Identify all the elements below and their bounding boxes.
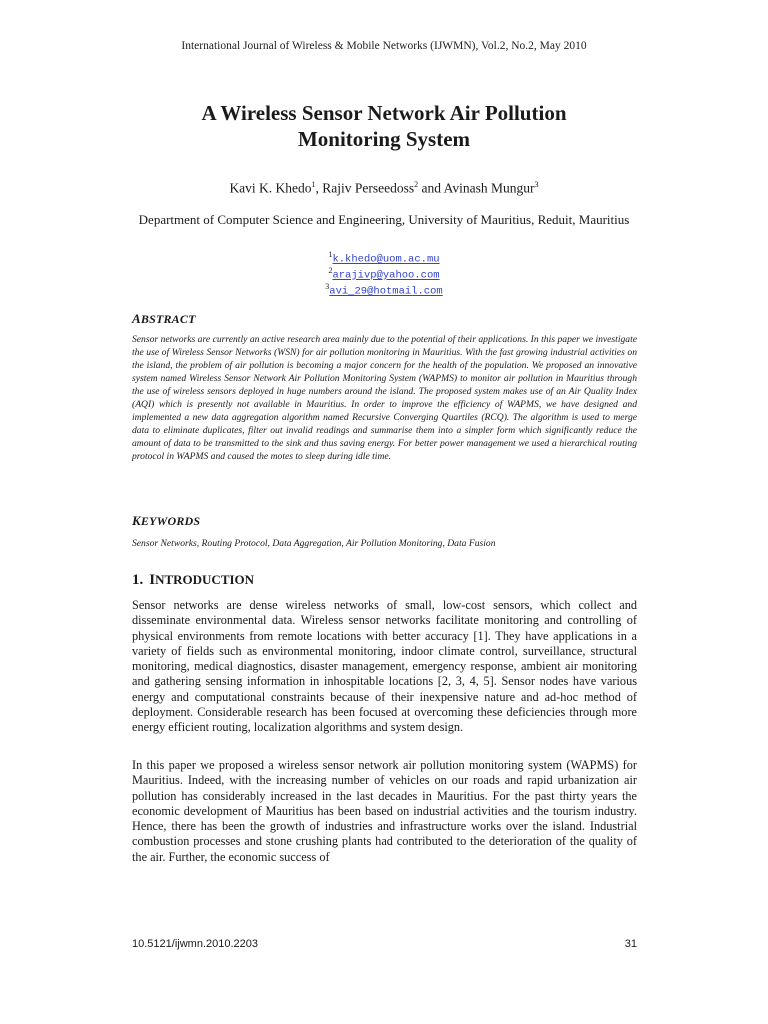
email-sup: 2 bbox=[328, 266, 333, 275]
title-line-1: A Wireless Sensor Network Air Pollution bbox=[201, 101, 567, 125]
abstract-text: Sensor networks are currently an active research area mainly due to the potential of their applications. In this paper we investigate the use of Wireless Sensor Networks (WSN) for air pollution monitoring in Mauritius. With the fast growing industrial activities on the island, the problem of air pollution is becoming a major concern for the health of the population. We proposed an innovative system named Wireless Sensor Network Air Pollution Monitoring System (WAPMS) to monitor air pollution in Mauritius through the use of wireless sensors deployed in huge numbers around the island. The proposed system makes use of an Air Quality Index (AQI) which is presently not available in Mauritius. In order to improve the efficiency of WAPMS, we have designed and implemented a new data aggregation algorithm named Recursive Converging Quartiles (RCQ). The algorithm is used to merge data to eliminate duplicates, filter out invalid readings and summarise them into a simpler form which significantly reduce the amount of data to be transmitted to the sink and thus saving energy. For better power management we used a hierarchical routing protocol in WAPMS and caused the motes to sleep during idle time. bbox=[132, 334, 637, 463]
author-3: Avinash Mungur bbox=[443, 180, 535, 196]
affiliation: Department of Computer Science and Engineering, University of Mauritius, Reduit, Mauritius bbox=[138, 212, 630, 227]
intro-paragraph-1: Sensor networks are dense wireless networks of small, low-cost sensors, which collect and disseminate environmental data. Wireless sensor networks facilitate monitoring and controlling of physical environments from remote locations with better accuracy [1]. They have applications in a variety of fields such as environmental monitoring, indoor climate control, surveillance, structural monitoring, medical diagnostics, disaster management, emergency response, ambient air monitoring and gathering sensing information in inhospitable locations [2, 3, 4, 5]. Sensor nodes have various energy and computational constraints because of their inexpensive nature and ad-hoc method of deployment. Considerable research has been focused at overcoming these deficiencies through more energy efficient routing, localization algorithms and system design. bbox=[132, 598, 637, 735]
intro-heading-initial: I bbox=[149, 572, 156, 588]
email-link[interactable]: k.khedo@uom.ac.mu bbox=[332, 253, 440, 266]
email-line bbox=[0, 250, 768, 266]
intro-paragraph-2: In this paper we proposed a wireless sensor network air pollution monitoring system (WAPMS) for Mauritius. Indeed, with the increasing number of vehicles on our roads and rapid urbanization air pollution has considerably increased in the last decades in Mauritius. For the past thirty years the economic development of Mauritius has been based on industrial activities and the tourism industry. Hence, there has been the growth of industries and infrastructure works over the island. Industrial combustion processes and stone crushing plants had contributed to the deterioration of the quality of the air. Further, the economic success of bbox=[132, 758, 637, 864]
keywords-heading-rest: EYWORDS bbox=[140, 514, 201, 528]
author-separator: , bbox=[315, 180, 323, 196]
keywords-text: Sensor Networks, Routing Protocol, Data Aggregation, Air Pollution Monitoring, Data Fusion bbox=[132, 538, 496, 549]
author-1: Kavi K. Khedo bbox=[229, 180, 312, 196]
email-link[interactable]: avi_29@hotmail.com bbox=[329, 285, 443, 298]
paper-title bbox=[0, 100, 768, 152]
keywords-heading bbox=[132, 513, 200, 529]
keywords-heading-initial: K bbox=[132, 513, 141, 528]
email-sup: 1 bbox=[328, 250, 333, 259]
abstract-heading-initial: A bbox=[132, 311, 141, 326]
author-separator: and bbox=[418, 180, 444, 196]
page-number: 31 bbox=[624, 938, 637, 950]
abstract-heading-rest: BSTRACT bbox=[140, 312, 196, 326]
email-line bbox=[0, 266, 768, 282]
email-sup: 3 bbox=[325, 282, 330, 291]
introduction-heading bbox=[132, 572, 254, 589]
author-2-sup: 2 bbox=[414, 180, 419, 189]
title-line-2: Monitoring System bbox=[297, 127, 471, 151]
author-list bbox=[0, 180, 768, 197]
email-line bbox=[0, 282, 768, 298]
author-1-sup: 1 bbox=[311, 180, 316, 189]
journal-header: International Journal of Wireless & Mobile Networks (IJWMN), Vol.2, No.2, May 2010 bbox=[181, 40, 587, 52]
author-2: Rajiv Perseedoss bbox=[322, 180, 415, 196]
section-number: 1. bbox=[132, 572, 144, 588]
abstract-heading bbox=[132, 311, 196, 327]
intro-heading-rest: NTRODUCTION bbox=[155, 572, 255, 587]
author-3-sup: 3 bbox=[534, 180, 539, 189]
email-link[interactable]: arajivp@yahoo.com bbox=[332, 269, 440, 282]
footer-doi: 10.5121/ijwmn.2010.2203 bbox=[132, 938, 258, 950]
